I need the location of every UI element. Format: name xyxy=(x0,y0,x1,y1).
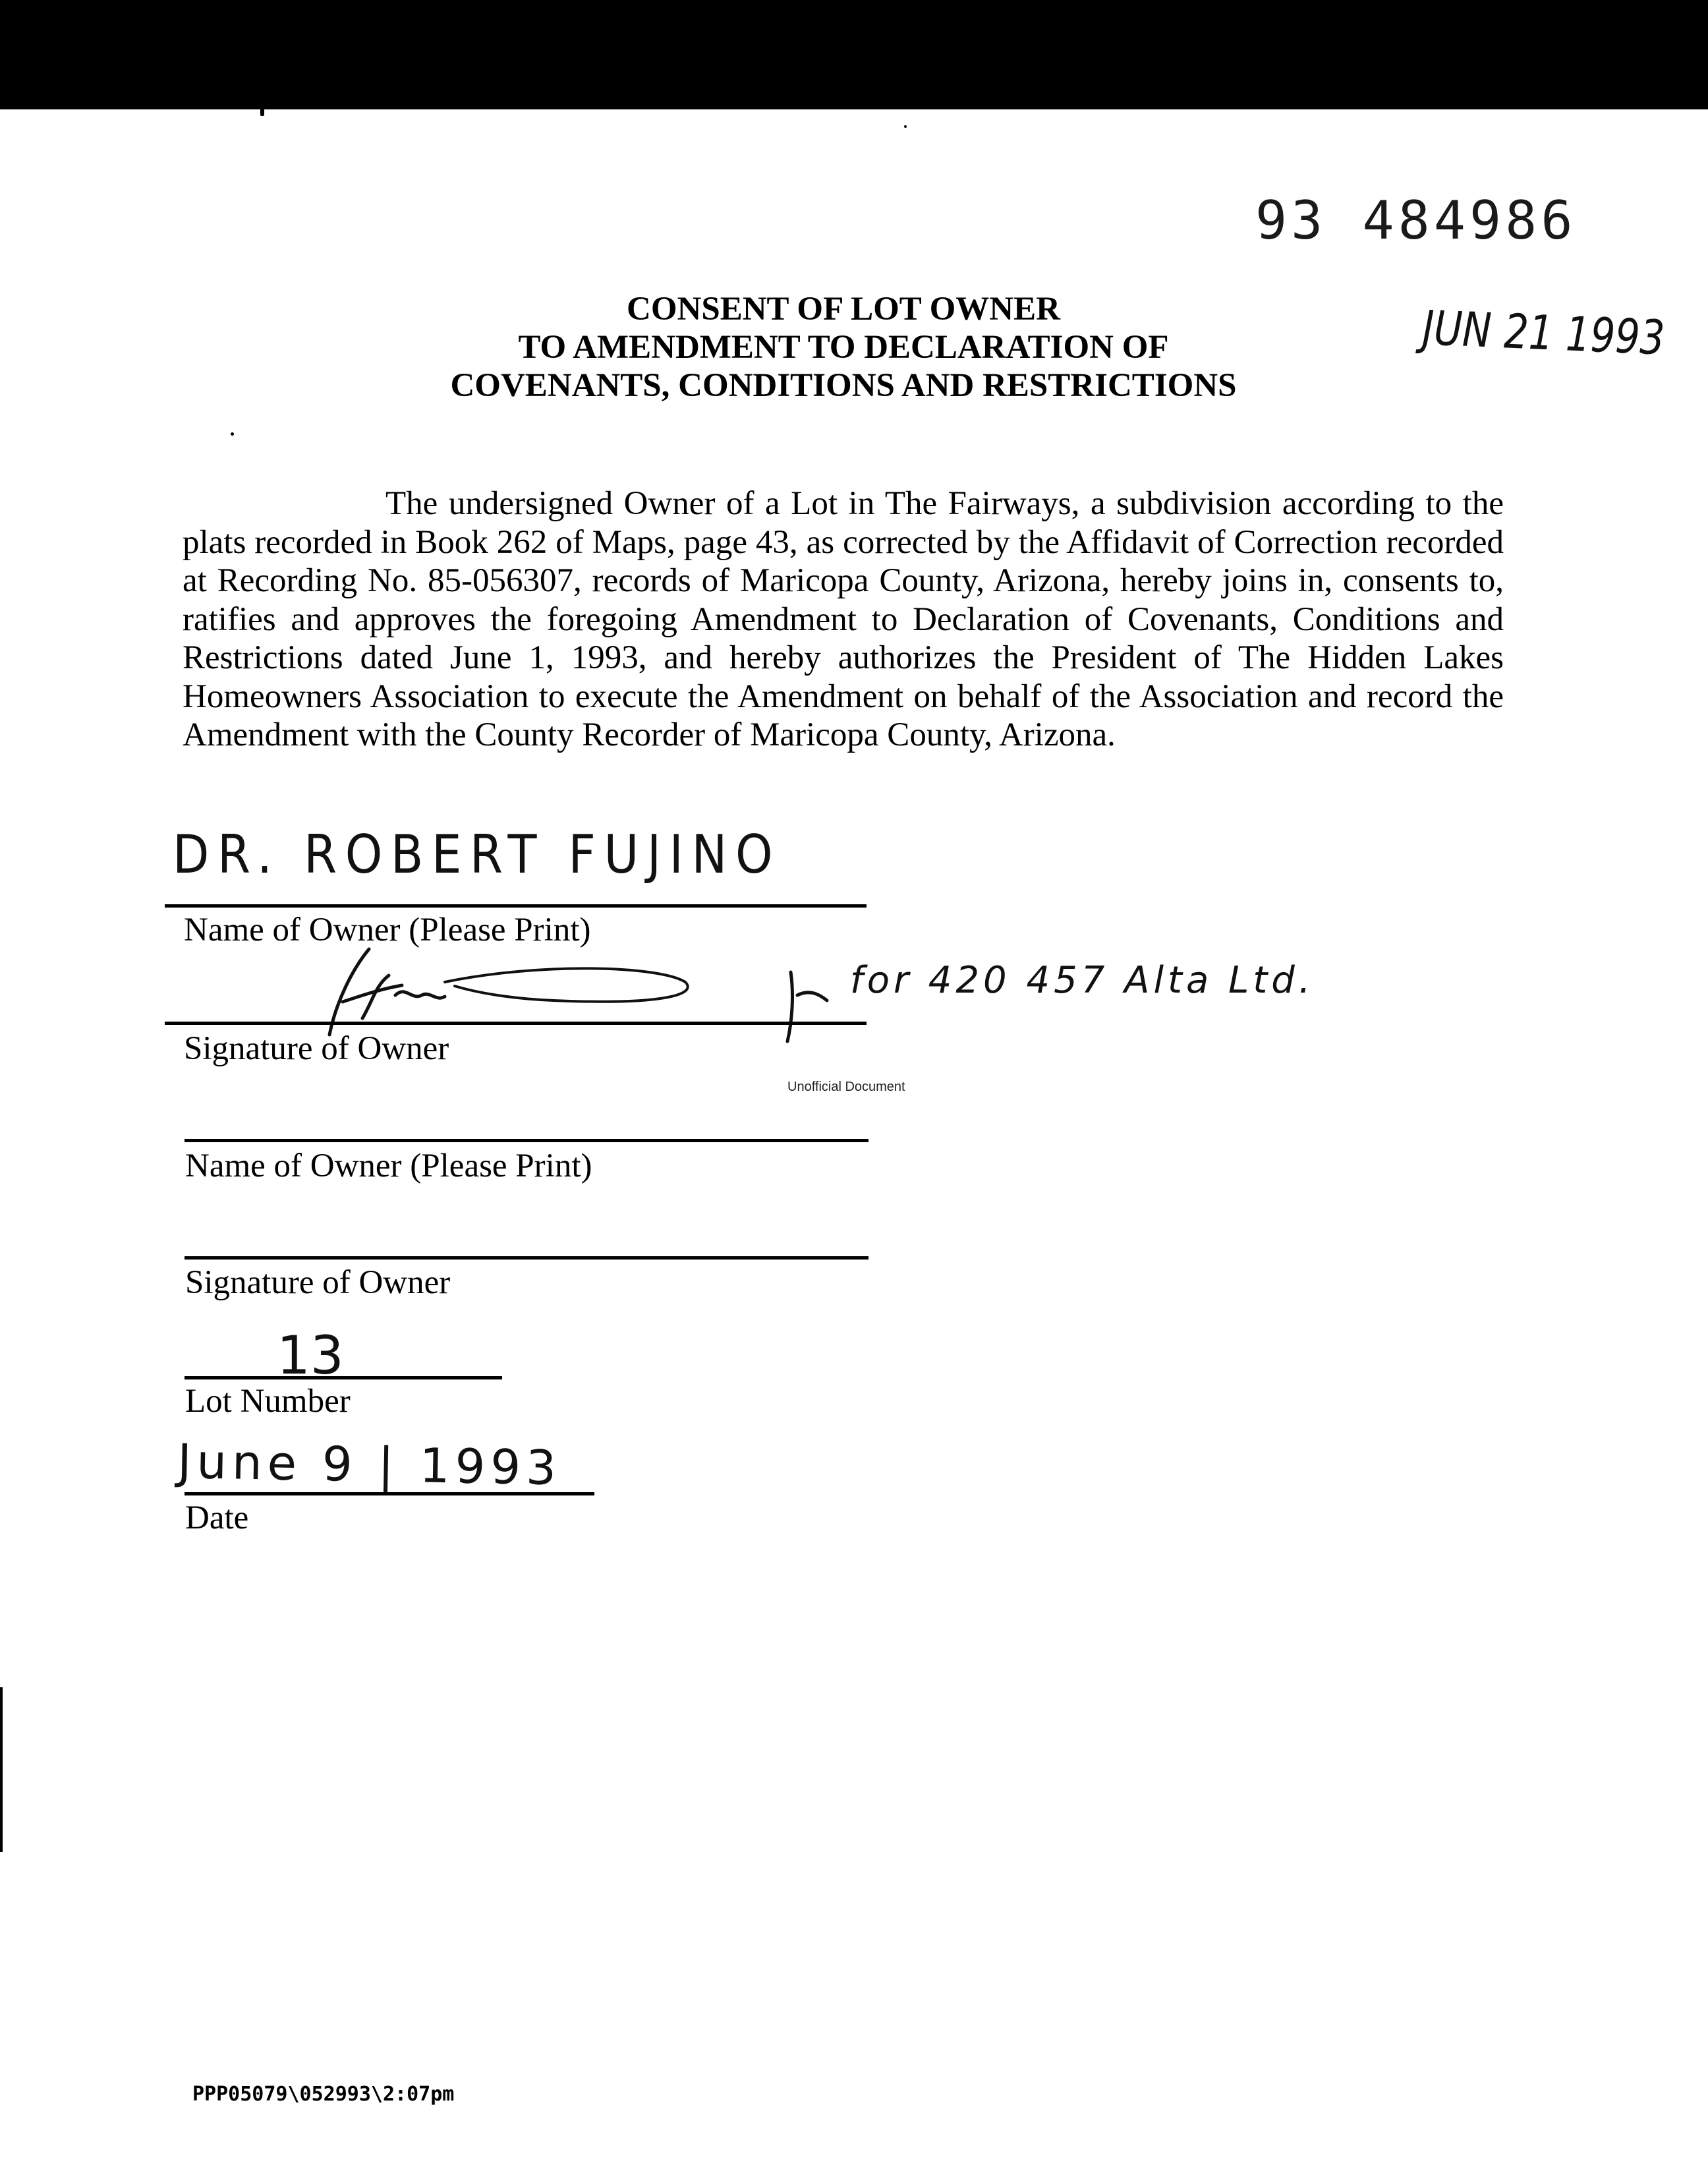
document-title xyxy=(178,290,1509,405)
scan-speck xyxy=(260,98,264,116)
scan-top-border xyxy=(0,0,1708,109)
owner-signature-label: Signature of Owner xyxy=(184,1030,449,1067)
lot-number-line xyxy=(185,1376,502,1379)
owner2-name-label: Name of Owner (Please Print) xyxy=(185,1147,592,1184)
recording-number: 93 484986 xyxy=(1255,190,1577,251)
owner-name-label: Name of Owner (Please Print) xyxy=(184,912,591,948)
scan-speck xyxy=(904,125,907,128)
footer-file-code: PPP05079\052993\2:07pm xyxy=(192,2083,455,2106)
lot-number-label: Lot Number xyxy=(185,1383,351,1420)
owner2-signature-label: Signature of Owner xyxy=(185,1264,451,1301)
title-line-2: TO AMENDMENT TO DECLARATION OF xyxy=(518,329,1169,366)
owner-signature-line xyxy=(165,1022,867,1025)
title-line-3: COVENANTS, CONDITIONS AND RESTRICTIONS xyxy=(450,367,1237,404)
date-line xyxy=(185,1492,594,1495)
recorder-date-stamp: JUN 21 1993 xyxy=(1421,300,1666,366)
owner2-name-line xyxy=(185,1139,868,1142)
scan-speck xyxy=(231,432,234,436)
owner2-signature-line xyxy=(185,1256,868,1260)
scan-left-edge-mark xyxy=(0,1687,3,1852)
lot-number-handwritten: 13 xyxy=(277,1325,344,1386)
date-label: Date xyxy=(185,1499,249,1536)
consent-paragraph: The undersigned Owner of a Lot in The Fairways, a subdivision according to the plats recorded in Book 262 of Maps, page 43, as corrected by the Affidavit of Correction recorded at Recording No. 85-056307, records of Maricopa County, Arizona, hereby joins in, consents to, ratifies and approves the foregoing Amendment to Declaration of Covenants, Conditions and Restrictions dated June 1, 1993, and hereby authorizes the President of The Hidden Lakes Homeowners Association to execute the Amendment on behalf of the Association and record the Amendment with the County Recorder of Maricopa County, Arizona. xyxy=(183,485,1504,753)
date-handwritten: June 9 | 1993 xyxy=(177,1434,562,1496)
signature-annotation-handwritten: for 420 457 Alta Ltd. xyxy=(850,959,1315,1002)
owner-name-handwritten: DR. ROBERT FUJINO xyxy=(173,824,782,885)
unofficial-document-watermark: Unofficial Document xyxy=(787,1080,905,1094)
title-line-1: CONSENT OF LOT OWNER xyxy=(627,291,1060,328)
owner-name-line xyxy=(165,904,867,908)
